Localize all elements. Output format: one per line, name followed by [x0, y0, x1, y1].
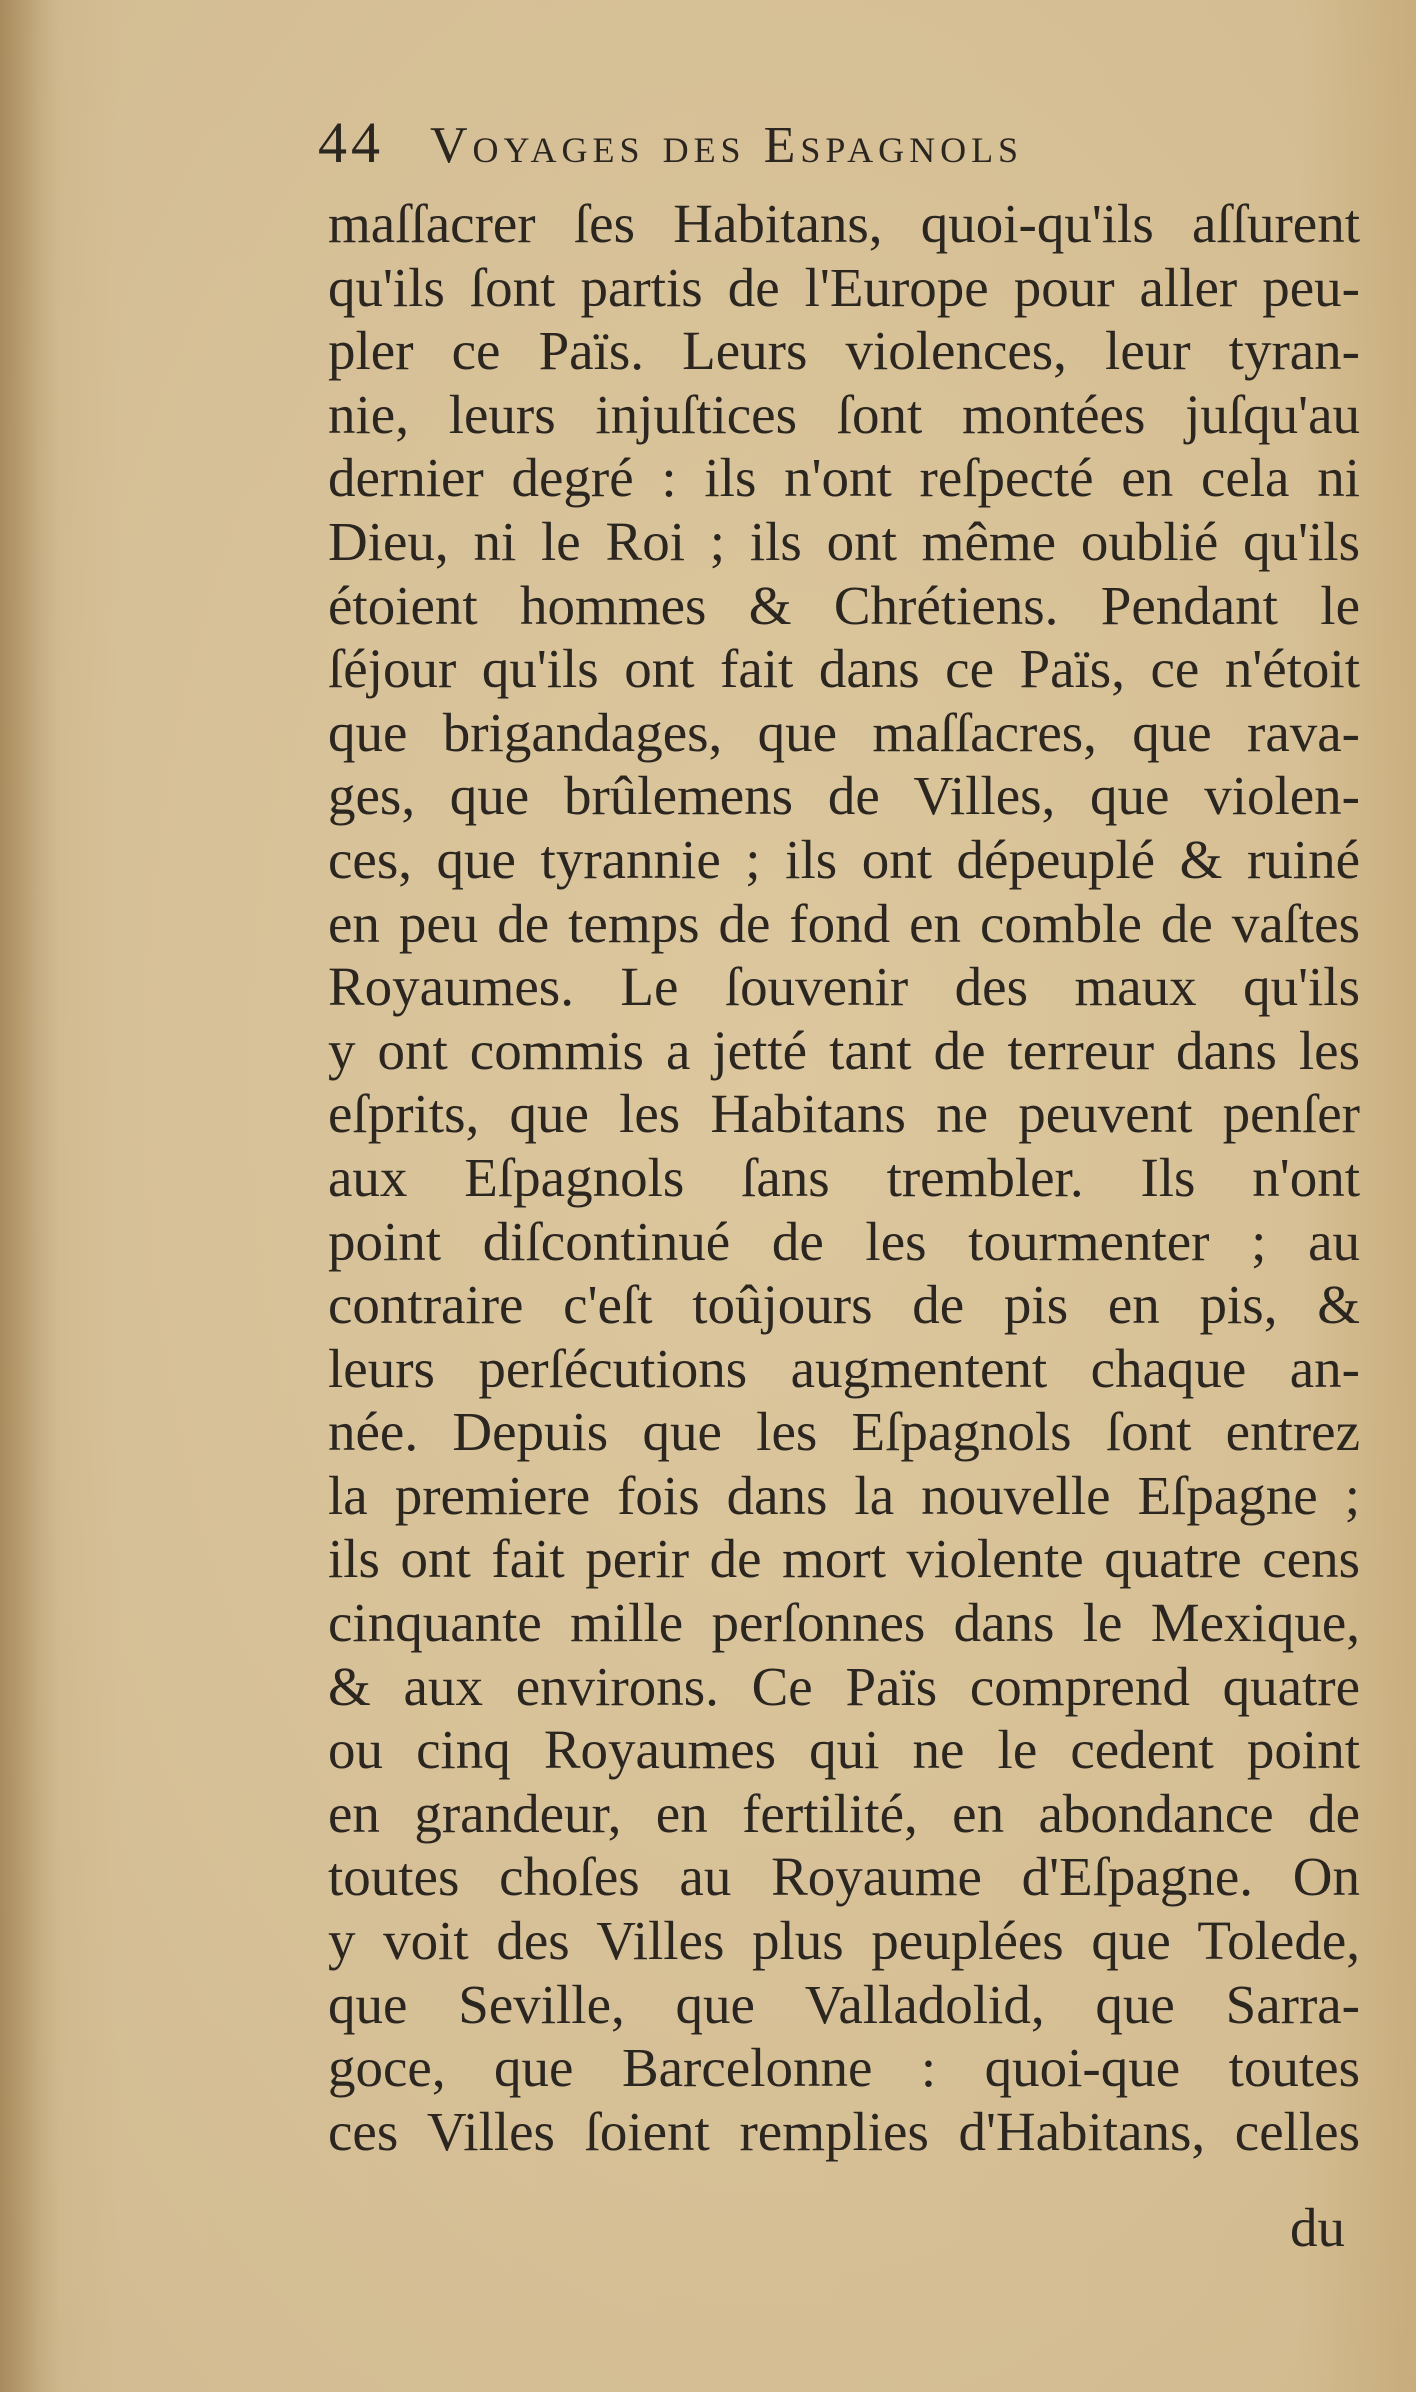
gutter-shadow [0, 0, 60, 2392]
text-line: que Seville, que Valladolid, que Sarra- [328, 1973, 1360, 2035]
text-line: ils ont fait perir de mort violente quatre cens [328, 1528, 1360, 1590]
text-line: leurs perſécutions augmentent chaque an- [328, 1337, 1360, 1399]
catchword: du [1290, 2197, 1345, 2258]
text-line: toutes choſes au Royaume d'Eſpagne. On [328, 1846, 1360, 1908]
text-line: ces, que tyrannie ; ils ont dépeuplé & ruiné [328, 828, 1360, 890]
text-line: dernier degré : ils n'ont reſpecté en cela ni [328, 447, 1360, 509]
text-line: la premiere fois dans la nouvelle Eſpagne ; [328, 1464, 1360, 1526]
text-line: maſſacrer ſes Habitans, quoi-qu'ils aſſurent [328, 193, 1360, 254]
body-text [328, 192, 1360, 2163]
text-line: Royaumes. Le ſouvenir des maux qu'ils [328, 956, 1360, 1018]
text-line: y voit des Villes plus peuplées que Tolede, [328, 1910, 1360, 1972]
text-line: y ont commis a jetté tant de terreur dans les [328, 1019, 1360, 1081]
text-line: aux Eſpagnols ſans trembler. Ils n'ont [328, 1146, 1360, 1208]
text-line: nie, leurs injuſtices ſont montées juſqu'au [328, 383, 1360, 445]
text-line: goce, que Barcelonne : quoi-que toutes [328, 2037, 1360, 2099]
text-line: qu'ils ſont partis de l'Europe pour aller peu- [328, 256, 1360, 318]
text-line: cinquante mille perſonnes dans le Mexique, [328, 1592, 1360, 1654]
text-line: étoient hommes & Chrétiens. Pendant le [328, 574, 1360, 636]
text-line: point diſcontinué de les tourmenter ; au [328, 1210, 1360, 1272]
running-title: Voyages des Espagnols [430, 117, 1024, 174]
text-line: Dieu, ni le Roi ; ils ont même oublié qu'ils [328, 510, 1360, 572]
text-line: pler ce Païs. Leurs violences, leur tyran- [328, 320, 1360, 382]
text-line: ſéjour qu'ils ont fait dans ce Païs, ce n'étoit [328, 638, 1360, 700]
page-header [318, 108, 1258, 178]
text-line: en peu de temps de fond en comble de vaſtes [328, 892, 1360, 954]
text-line: eſprits, que les Habitans ne peuvent penſer [328, 1083, 1360, 1145]
text-line: & aux environs. Ce Païs comprend quatre [328, 1655, 1360, 1717]
text-line: ges, que brûlemens de Villes, que violen- [328, 765, 1360, 827]
text-line: en grandeur, en fertilité, en abondance de [328, 1782, 1360, 1844]
text-line: contraire c'eſt toûjours de pis en pis, & [328, 1274, 1360, 1336]
page-number: 44 [318, 110, 384, 175]
text-line: née. Depuis que les Eſpagnols ſont entrez [328, 1401, 1360, 1463]
text-line: que brigandages, que maſſacres, que rava- [328, 701, 1360, 763]
text-line: ces Villes ſoient remplies d'Habitans, celles [328, 2100, 1360, 2162]
text-line: ou cinq Royaumes qui ne le cedent point [328, 1719, 1360, 1781]
